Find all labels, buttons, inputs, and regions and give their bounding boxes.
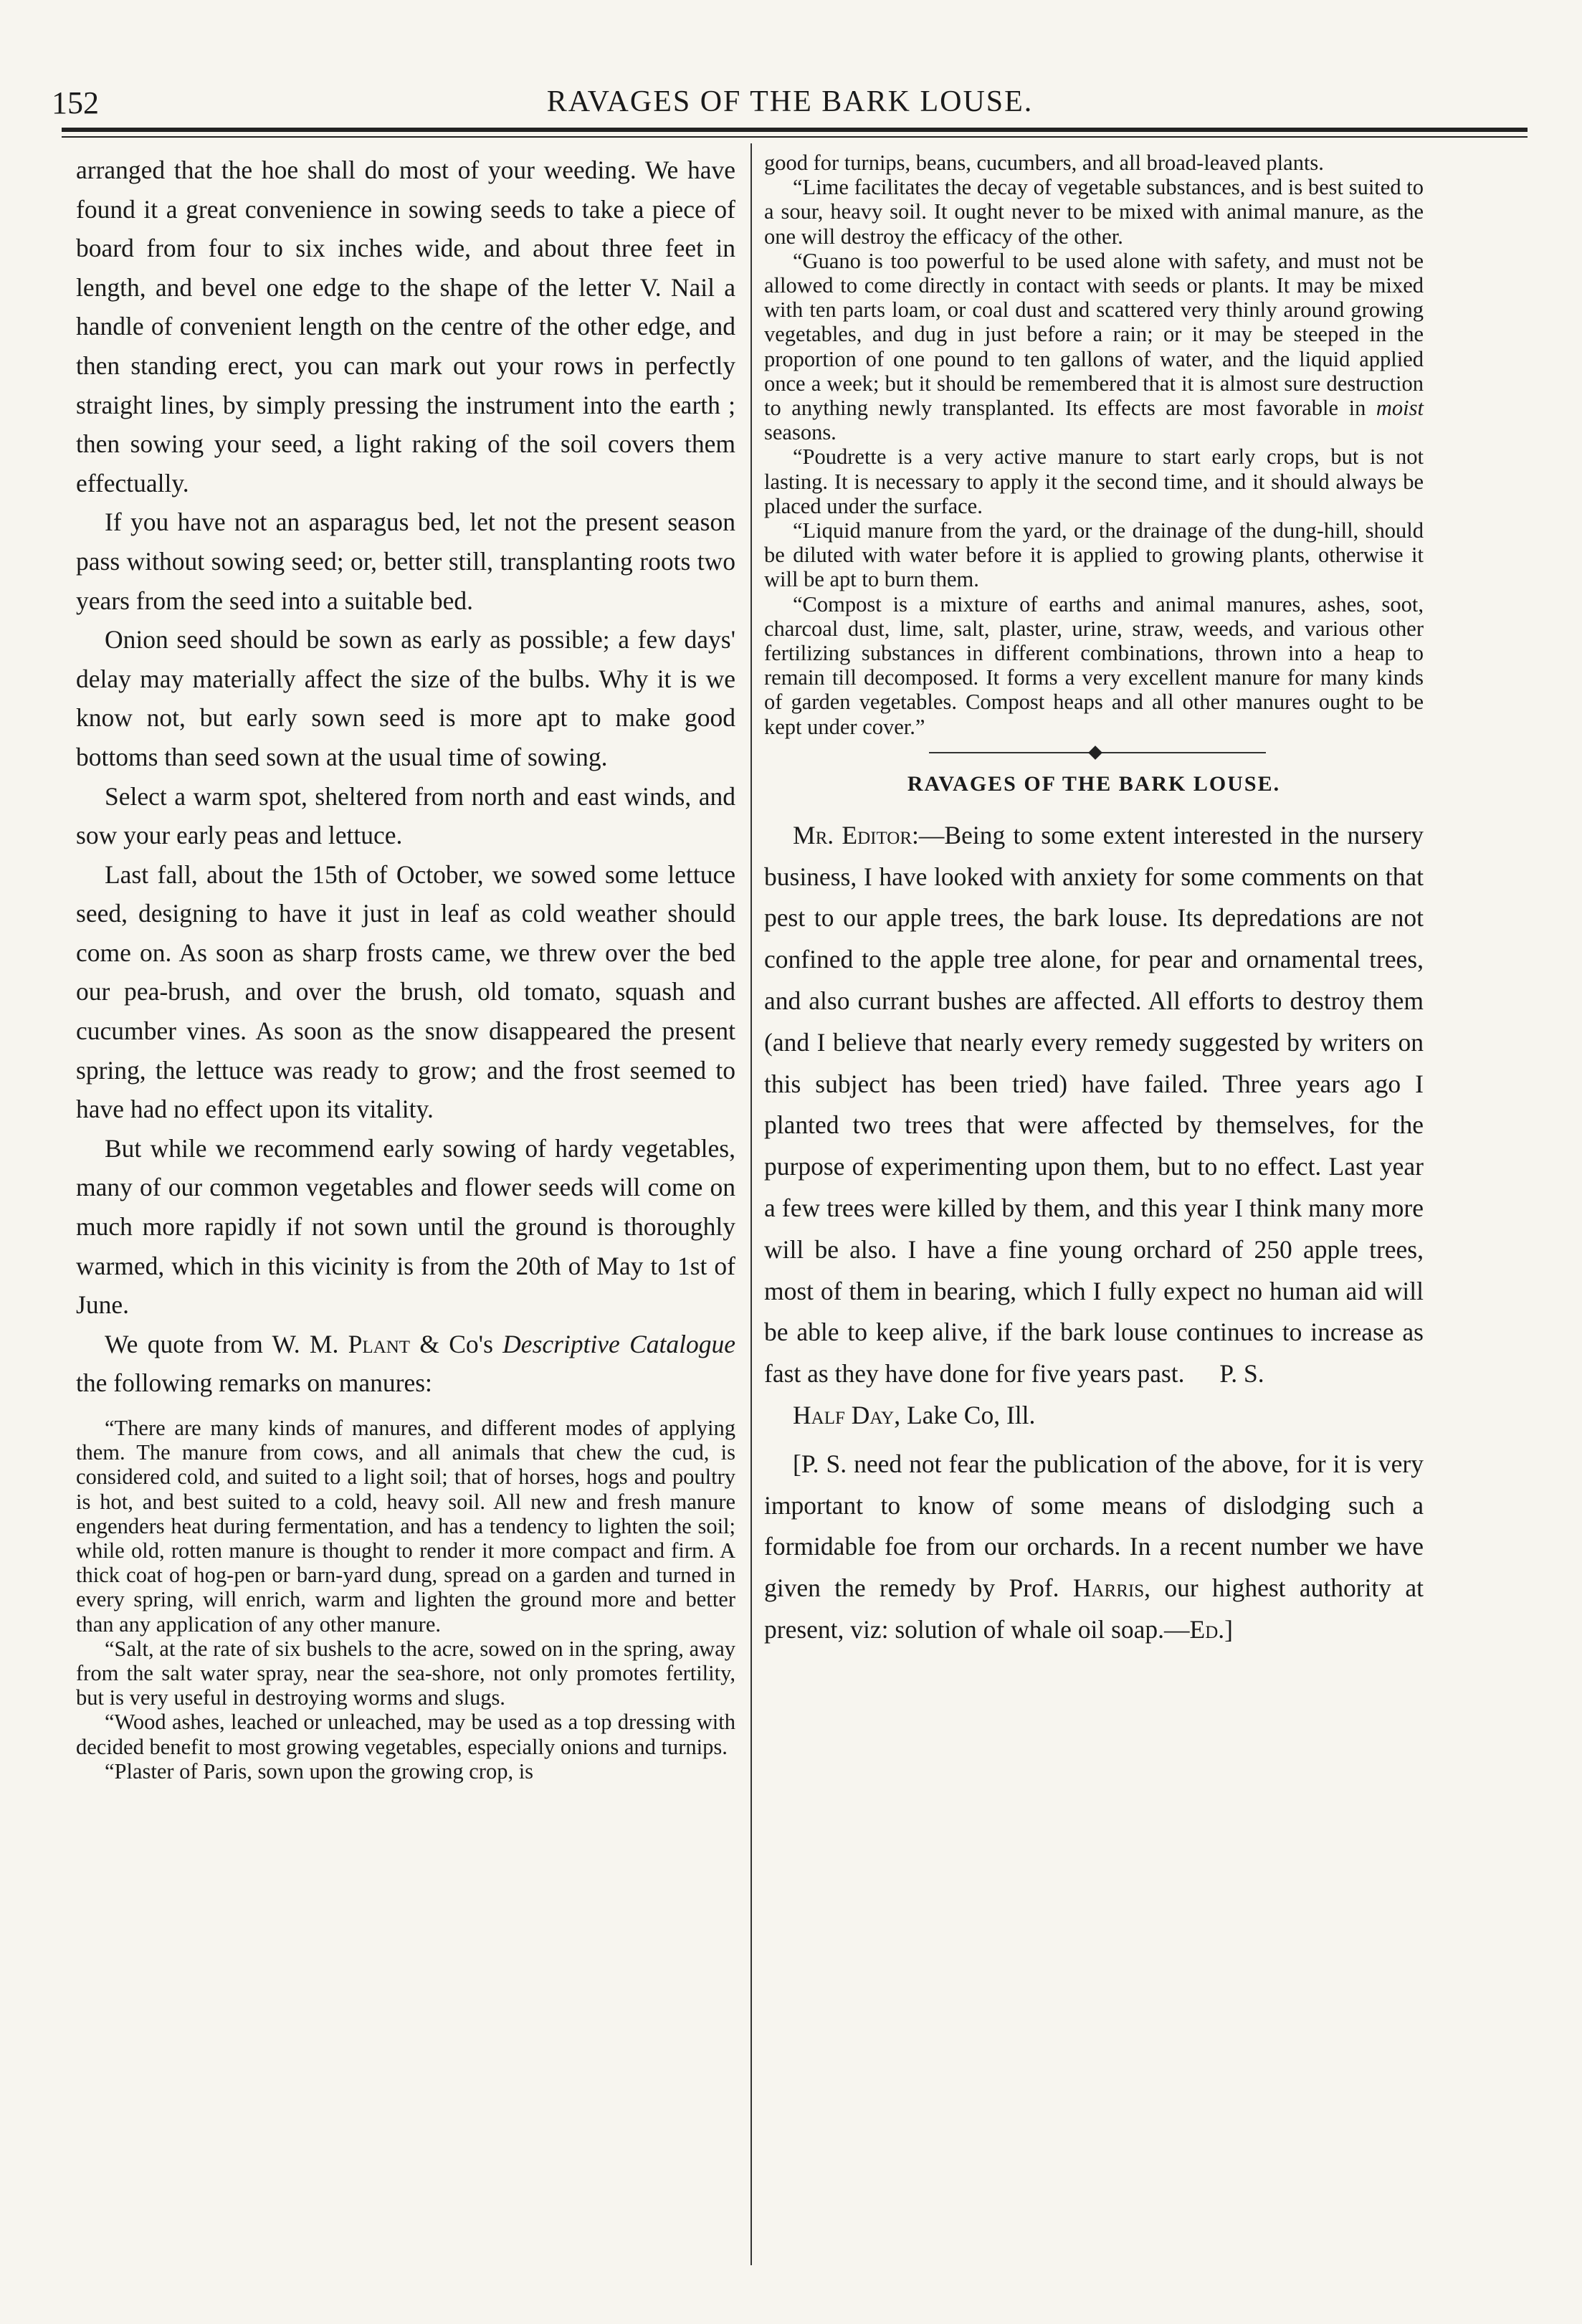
editor-signature: Ed. xyxy=(1189,1615,1225,1644)
article-title: RAVAGES OF THE BARK LOUSE. xyxy=(907,771,1281,796)
place-name: Half Day xyxy=(793,1401,895,1430)
header-rule-thin xyxy=(62,136,1528,138)
quote-paragraph: “Liquid manure from the yard, or the drainage of the dung-hill, should be diluted with water before it is applied to growing plants, otherwise it will be apt to burn them. xyxy=(764,518,1424,592)
quote-paragraph: good for turnips, beans, cucumbers, and all broad-leaved plants. xyxy=(764,151,1324,175)
page-header xyxy=(52,85,1528,130)
company-name: Plant xyxy=(348,1329,411,1358)
quote-paragraph: “There are many kinds of manures, and different modes of applying them. The manure from cows, and all animals that chew the cud, is considered cold, and suited to a light soil; that of horses, hogs and poultry is hot, and best suited to a cold, heavy soil. All new and fresh manure engenders heat during fermentation, and has a tendency to lighten the soil; while old, rotten manure is thought to render it more compact and firm. A thick coat of hog-pen or barn-yard dung, spread on a garden and turned in every spring, will enrich, warm and lighten the ground more and better than any application of any other manure. xyxy=(76,1416,735,1637)
emphasis: moist xyxy=(1376,396,1424,421)
text-run: We quote from W. M. xyxy=(105,1329,348,1358)
right-column xyxy=(764,151,1424,1651)
text-run: :—Being to some extent interested in the nursery business, I have looked with anxiety for some comments on that pest to our apple trees, the bark louse. Its depredations are not confined to the apple tree alone, for pear and ornamental trees, and also currant bushes are affected. All efforts to destroy them (and I believe that nearly every remedy suggested by writers on this subject has been tried) have failed. Three years ago I planted two trees that were affected by themselves, for the purpose of experimenting upon them, but to no effect. Last year a few trees were killed by them, and this year I think many more will be also. I have a fine young orchard of 250 apple trees, most of them in bearing, which I fully expect no human aid will be able to keep alive, if the bark louse continues to increase as fast as they have done for five years past. xyxy=(764,820,1424,1389)
catalogue-title: Descriptive Catalogue xyxy=(502,1329,736,1358)
left-column xyxy=(76,151,735,1784)
paragraph: Onion seed should be sown as early as possible; a few days' delay may materially affect the size of the bulbs. Why it is we know not, but early sown seed is more apt to make good bottoms than seed sown at the usual time of sowing. xyxy=(76,625,735,771)
paragraph: But while we recommend early sowing of hardy vegetables, many of our common vegetables and flower seeds will come on much more rapidly if not sown until the ground is thoroughly warmed, which in this vicinity is from the 20th of May to 1st of June. xyxy=(76,1133,735,1320)
paragraph-quote-intro xyxy=(76,1325,735,1403)
quote-paragraph xyxy=(764,249,1424,445)
running-head: RAVAGES OF THE BARK LOUSE. xyxy=(546,85,1034,118)
paragraph: If you have not an asparagus bed, let not the present season pass without sowing seed; or, better still, transplanting roots two years from the seed into a suitable bed. xyxy=(76,508,735,615)
text-run: , Lake Co, Ill. xyxy=(894,1401,1036,1430)
quote-paragraph: “Salt, at the rate of six bushels to the acre, sowed on in the spring, away from the salt water spray, near the sea-shore, not only promotes fertility, but is very useful in destroying worms and slugs. xyxy=(76,1636,735,1710)
authority-name: Harris xyxy=(1072,1573,1145,1603)
text-run: , our highest authority at present, viz: solution of whale oil soap.— xyxy=(764,1573,1424,1644)
text-run: “Guano is too powerful to be used alone with safety, and must not be allowed to come directly in contact with seeds or plants. It may be mixed with ten parts loam, or coal dust and scattered very thinly around growing vegetables, and dug in just before a rain; or it may be steeped in the proportion of one pound to ten gallons of water, and the liquid applied once a week; but it should be remembered that it is almost sure destruction to anything newly transplanted. Its effects are most favorable in xyxy=(764,248,1424,421)
editor-reply xyxy=(764,1444,1424,1651)
ornament-diamond-icon xyxy=(1088,746,1102,760)
quote-paragraph: “Plaster of Paris, sown upon the growing crop, is xyxy=(105,1758,534,1784)
column-divider xyxy=(751,143,752,2265)
text-run: the following remarks on manures: xyxy=(76,1368,432,1398)
quote-paragraph: “Lime facilitates the decay of vegetable substances, and is best suited to a sour, heavy soil. It ought never to be mixed with animal manure, as the one will destroy the efficacy of the other. xyxy=(764,175,1424,249)
salutation: Mr. Editor xyxy=(793,820,912,849)
letter-initials: P. S. xyxy=(1219,1359,1264,1389)
header-rule-thick xyxy=(62,128,1528,132)
page-number: 152 xyxy=(52,85,99,120)
quote-paragraph: “Compost is a mixture of earths and animal manures, ashes, soot, charcoal dust, lime, salt, plaster, urine, straw, weeds, and various other fertilizing substances in different combinations, thrown into a heap to remain till decomposed. It forms a very excellent manure for many kinds of garden vegetables. Compost heaps and all other manures ought to be kept under cover.” xyxy=(764,591,1424,739)
text-run: & Co's xyxy=(410,1329,503,1358)
paragraph: Select a warm spot, sheltered from north and east winds, and sow your early peas and lettuce. xyxy=(76,781,735,850)
text-run: seasons. xyxy=(764,420,837,445)
letter-signoff xyxy=(764,1395,1424,1437)
letter-body xyxy=(764,815,1424,1395)
quote-paragraph: “Wood ashes, leached or unleached, may be used as a top dressing with decided benefit to most growing vegetables, especially onions and turnips. xyxy=(76,1710,735,1759)
quote-paragraph: “Poudrette is a very active manure to start early crops, but is not lasting. It is necessary to apply it the second time, and it should always be placed under the surface. xyxy=(764,444,1424,518)
paragraph: Last fall, about the 15th of October, we sowed some lettuce seed, designing to have it just in leaf as cold weather should come on. As soon as sharp frosts came, we threw over the bed our pea-brush, and over the brush, old tomato, squash and cucumber vines. As soon as the snow disappeared the present spring, the lettuce was ready to grow; and the frost seemed to have had no effect upon its vitality. xyxy=(76,859,735,1124)
section-ornament xyxy=(764,743,1424,763)
paragraph: arranged that the hoe shall do most of your weeding. We have found it a great convenience in sowing seeds to take a piece of board from four to six inches wide, and about three feet in length, and bevel one edge to the shape of the letter V. Nail a handle of convenient length on the centre of the other edge, and then standing erect, you can mark out your rows in perfectly straight lines, by simply pressing the instrument into the earth ; then sowing your seed, a light raking of the soil covers them effectually. xyxy=(76,156,735,497)
text-run: ] xyxy=(1224,1615,1233,1644)
text-run: [P. S. need not fear the publication of the above, for it is very important to know of some means of dislodging such a formidable foe from our orchards. In a recent number we have given the remedy by Prof. xyxy=(764,1449,1424,1603)
